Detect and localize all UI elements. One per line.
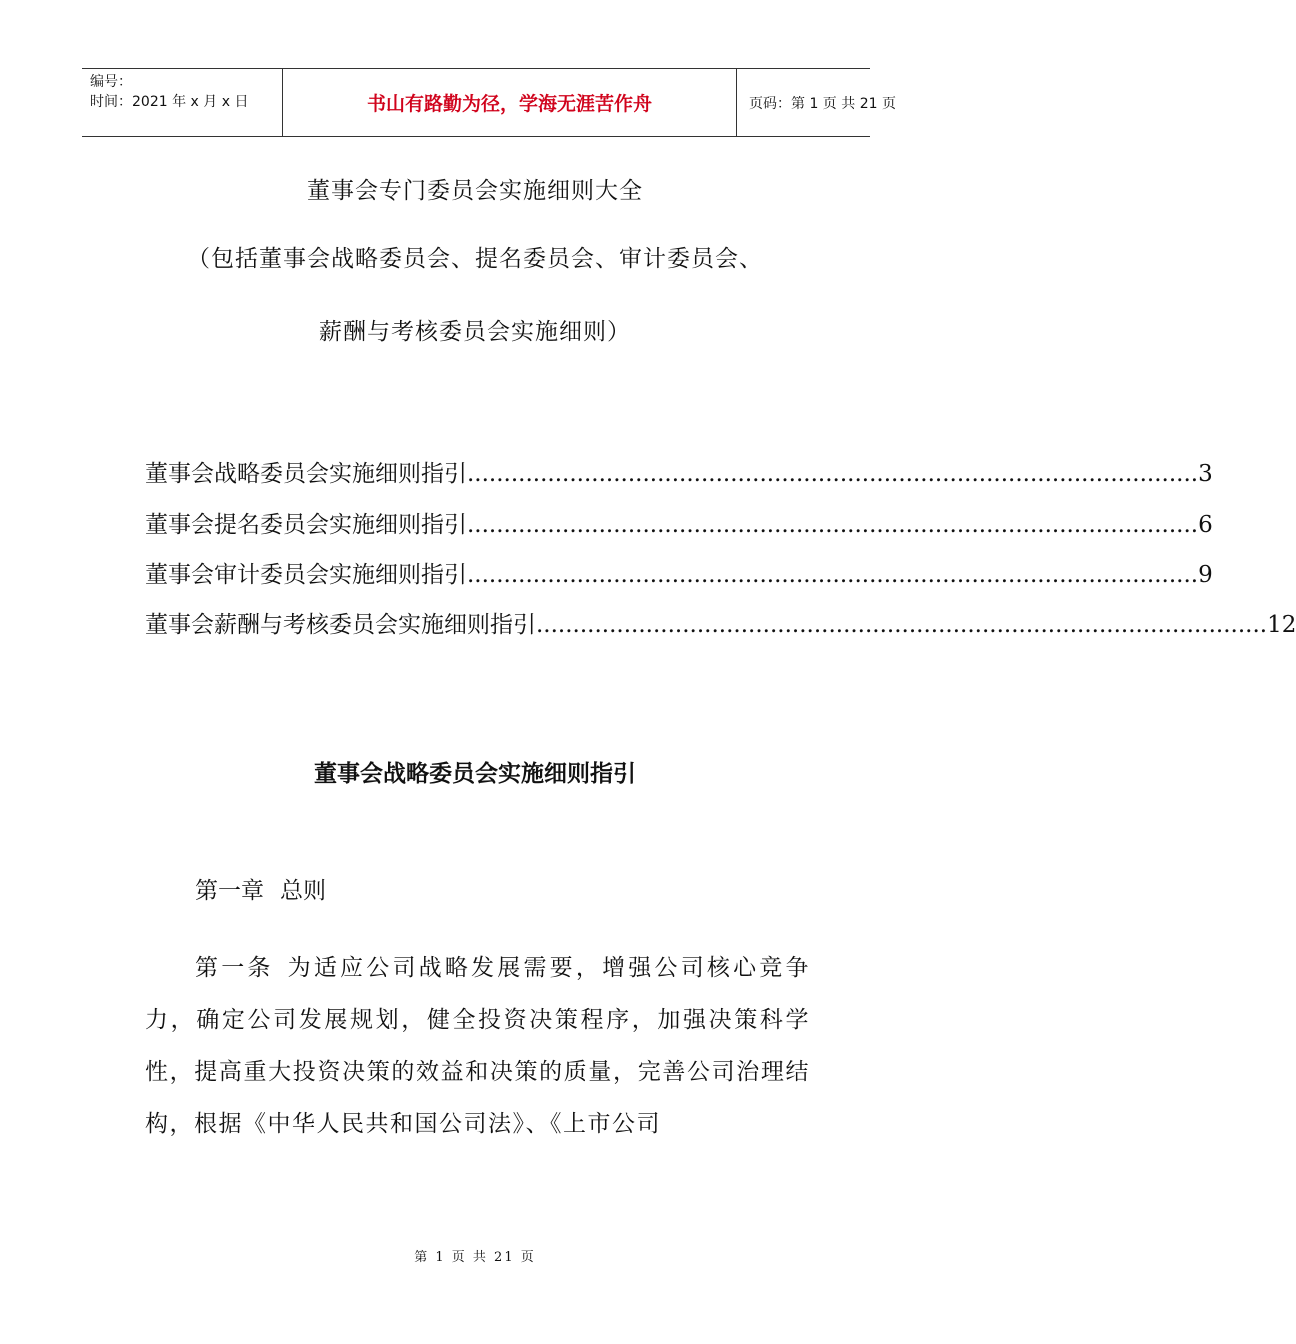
toc-entry[interactable] (145, 455, 1213, 489)
document-subtitle-line1: （包括董事会战略委员会、提名委员会、审计委员会、 (187, 246, 763, 272)
toc-entry-title: 董事会提名委员会实施细则指引 (145, 512, 467, 538)
toc-entry-page: 3 (1198, 461, 1213, 487)
page-footer: 第 1 页 共 21 页 (414, 1250, 536, 1265)
toc-entry-page: 6 (1198, 512, 1213, 538)
header-meta-cell (82, 69, 282, 136)
article-number: 第一条 (195, 955, 274, 981)
document-title: 董事会专门委员会实施细则大全 (307, 178, 643, 204)
toc-leader: .................................................................................................... (536, 612, 1268, 638)
toc-entry-page: 12 (1267, 612, 1296, 638)
toc-leader: .................................................................................................... (467, 562, 1199, 588)
toc-entry-title: 董事会薪酬与考核委员会实施细则指引 (145, 612, 536, 638)
chapter-number: 第一章 (195, 878, 264, 904)
toc-leader: .................................................................................................... (467, 512, 1199, 538)
document-subtitle-line2: 薪酬与考核委员会实施细则） (319, 319, 631, 345)
header-table (82, 68, 896, 137)
chapter-title: 总则 (280, 878, 326, 904)
section-heading: 董事会战略委员会实施细则指引 (314, 761, 636, 787)
toc-entry-page: 9 (1198, 562, 1213, 588)
document-date-label: 时间：2021 年 x 月 x 日 (90, 94, 249, 110)
toc-entry-title: 董事会战略委员会实施细则指引 (145, 461, 467, 487)
header-motto: 书山有路勤为径，学海无涯苦作舟 (282, 69, 737, 136)
article-text: 为适应公司战略发展需要，增强公司核心竞争力，确定公司发展规划，健全投资决策程序，加强决策科学性，提高重大投资决策的效益和决策的质量，完善公司治理结构，根据《中华人民共和国公司法》、《上市公司 (145, 955, 811, 1137)
toc-entry-title: 董事会审计委员会实施细则指引 (145, 562, 467, 588)
chapter-heading (195, 872, 326, 905)
toc-entry[interactable] (145, 506, 1213, 540)
article-paragraph (145, 942, 810, 1150)
toc-entry[interactable] (145, 556, 1213, 590)
header-page-info: 页码：第 1 页 共 21 页 (749, 95, 896, 112)
document-number-label: 编号： (90, 74, 132, 90)
toc-leader: .................................................................................................... (467, 461, 1199, 487)
toc-entry[interactable] (145, 606, 1296, 640)
